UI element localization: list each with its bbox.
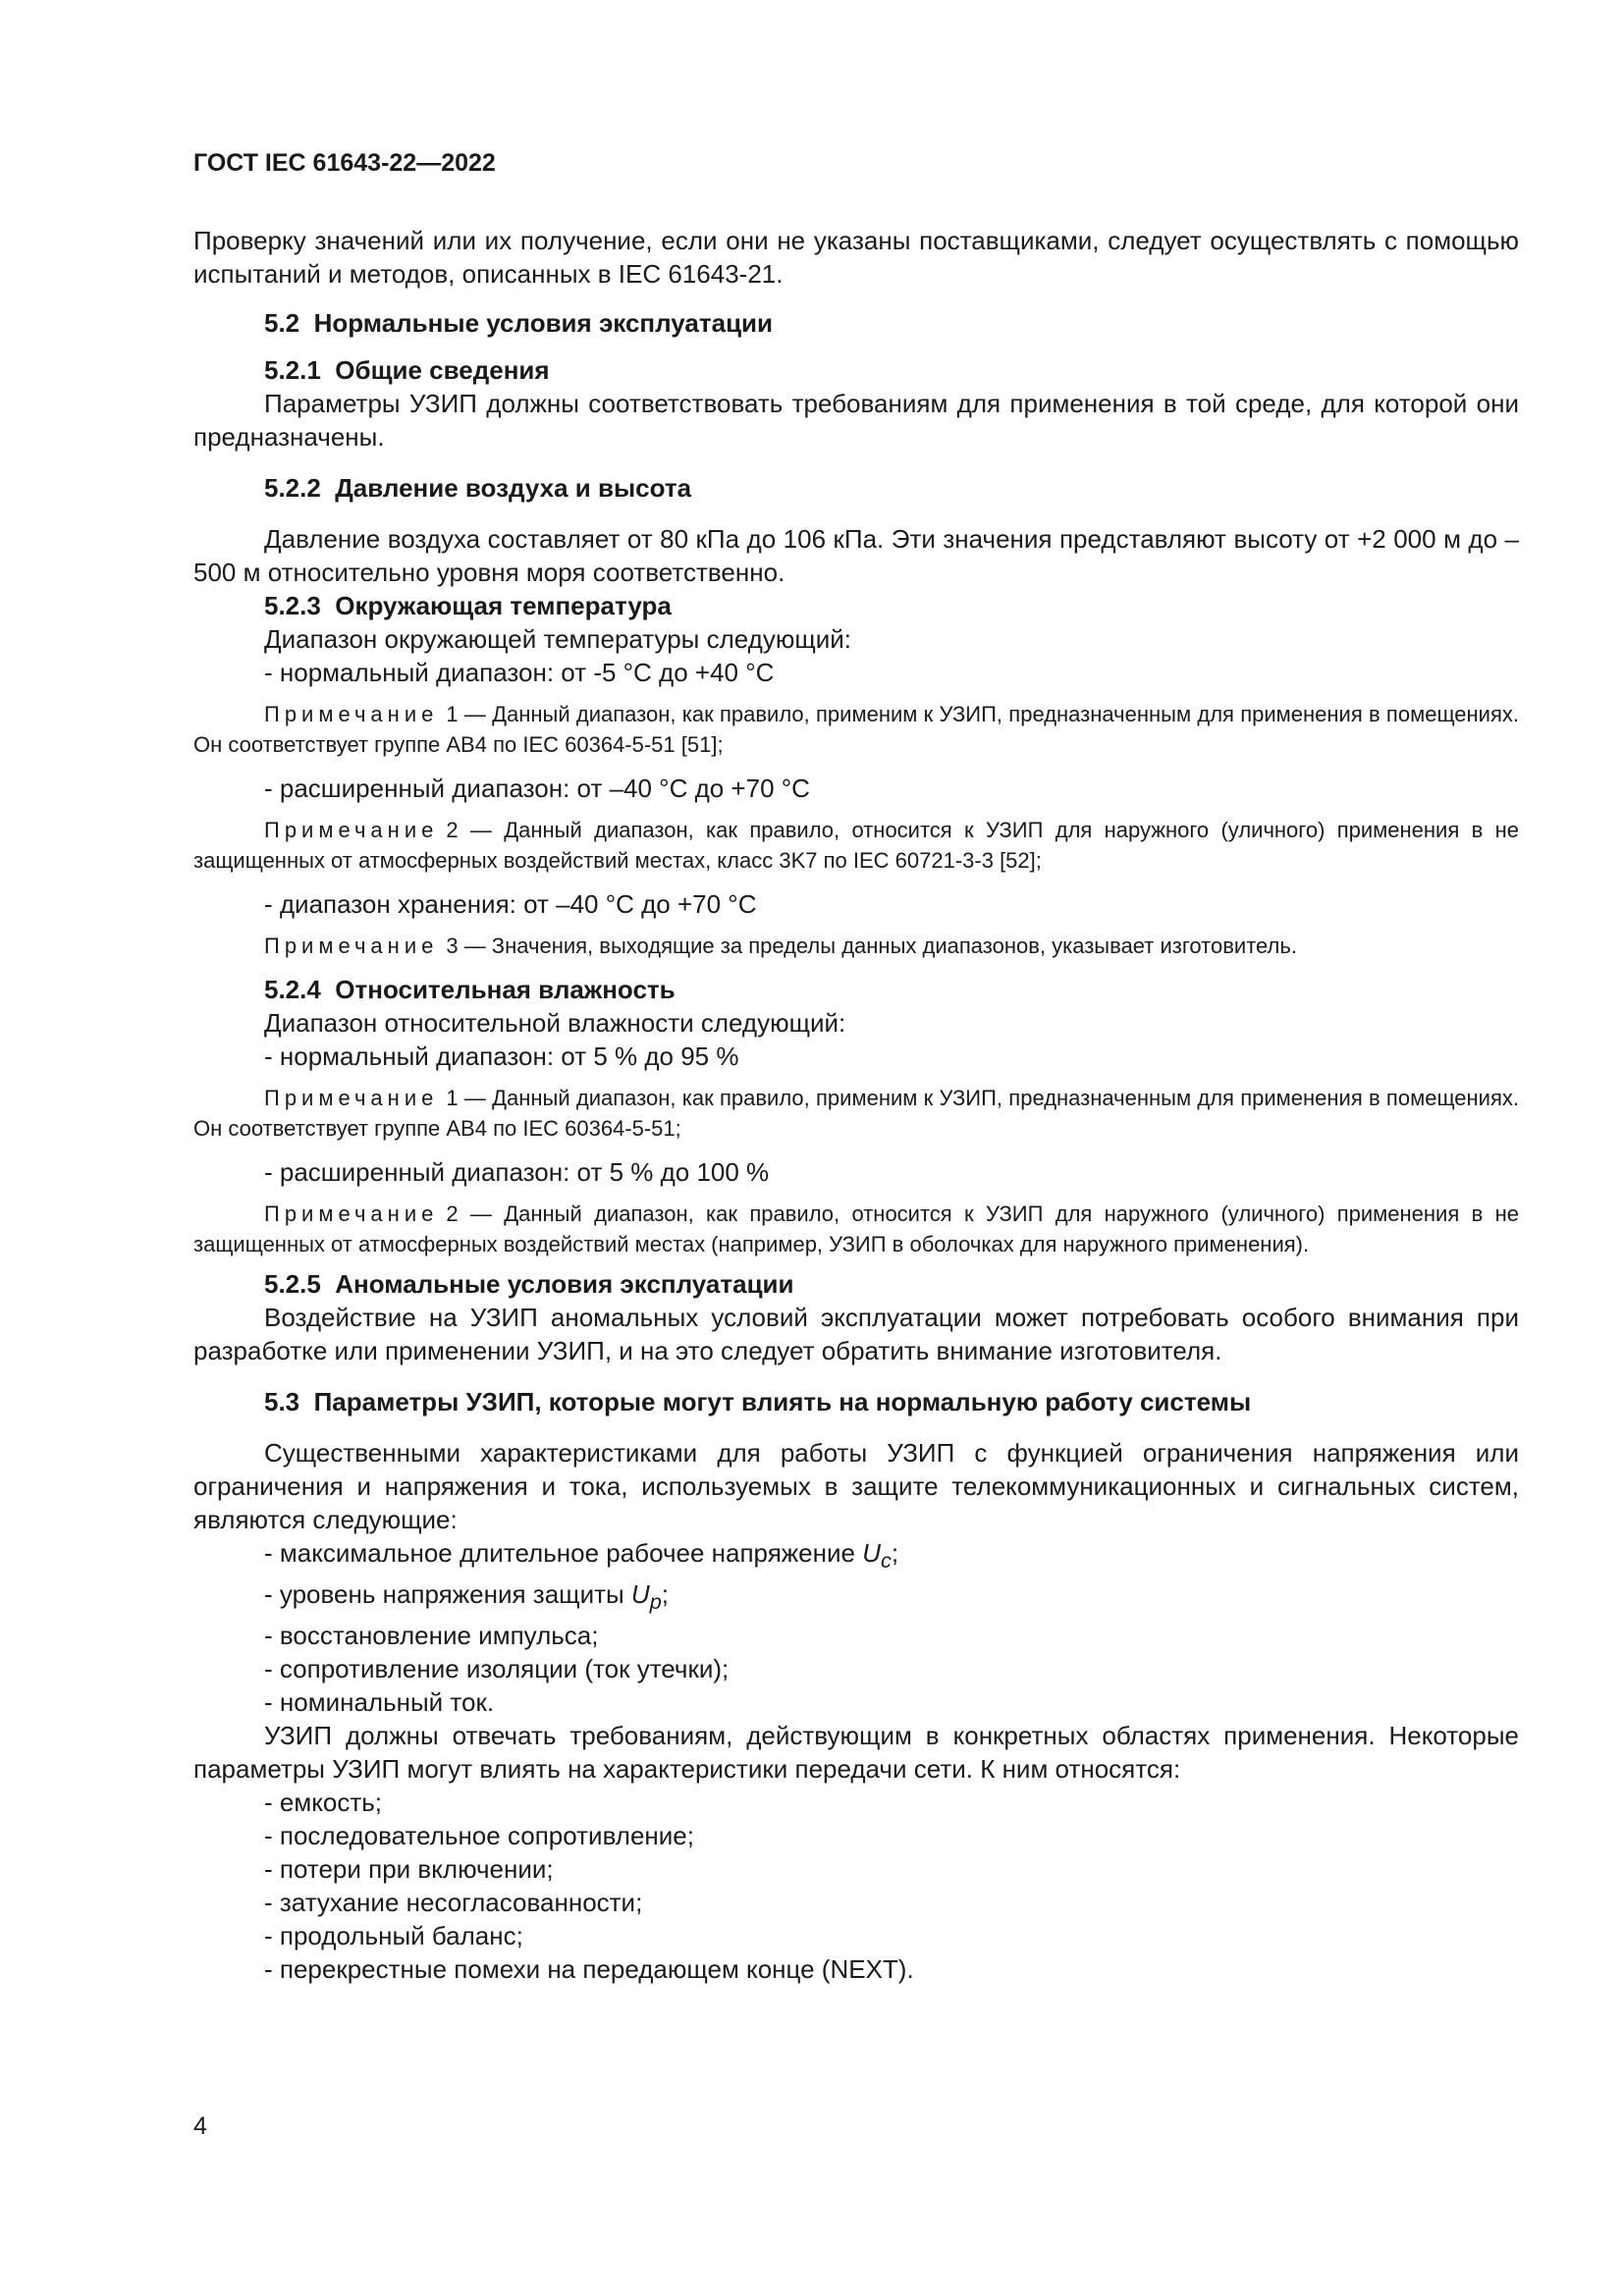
note-label: Примечание — [264, 702, 439, 726]
section-5-2-4-title: Относительная влажность — [335, 975, 676, 1004]
list-item-text: - уровень напряжения защиты — [264, 1579, 631, 1610]
note — [193, 1199, 1519, 1259]
section-5-2-1-number: 5.2.1 — [264, 355, 321, 385]
section-5-2-2-number: 5.2.2 — [264, 473, 321, 503]
note-text: 1 — Данный диапазон, как правило, применим к УЗИП, предназначенным для применения в помещениях. Он соответствует группе АВ4 по IEC 60364-5-51; — [193, 1086, 1519, 1141]
list-item: - продольный баланс; — [264, 1921, 523, 1951]
page-number: 4 — [193, 2112, 207, 2140]
section-5-2-3-title: Окружающая температура — [335, 591, 672, 620]
list-item: - последовательное сопротивление; — [264, 1821, 694, 1851]
list-item: - затухание несогласованности; — [264, 1888, 643, 1918]
list-item — [193, 1577, 1519, 1619]
document-header: ГОСТ IEC 61643-22—2022 — [193, 149, 496, 177]
list-item-end: ; — [891, 1538, 899, 1568]
list-item: - восстановление импульса; — [264, 1621, 599, 1651]
intro-paragraph: Проверку значений или их получение, если они не указаны поставщиками, следует осуществлять с помощью испытаний и методов, описанных в IEC 61643-21. — [193, 226, 1519, 289]
note-text: 3 — Значения, выходящие за пределы данных диапазонов, указывает изготовитель. — [446, 934, 1297, 958]
section-5-3-title: Параметры УЗИП, которые могут влиять на нормальную работу системы — [313, 1387, 1252, 1416]
note — [193, 1083, 1519, 1144]
list-item-end: ; — [661, 1579, 669, 1610]
note-text: 2 — Данный диапазон, как правило, относится к УЗИП для наружного (уличного) применения в не защищенных от атмосферных воздействий местах (например, УЗИП в оболочках для наружного применения). — [193, 1201, 1519, 1256]
note-text: 2 — Данный диапазон, как правило, относится к УЗИП для наружного (уличного) применения в не защищенных от атмосферных воздействий местах, класс 3K7 по IEC 60721-3-3 [52]; — [193, 818, 1519, 873]
section-5-2-number: 5.2 — [264, 308, 300, 338]
section-5-3-number: 5.3 — [264, 1387, 300, 1416]
list-item: - расширенный диапазон: от 5 % до 100 % — [264, 1157, 770, 1187]
list-item: - нормальный диапазон: от 5 % до 95 % — [264, 1041, 739, 1071]
list-item: - потери при включении; — [264, 1854, 554, 1885]
list-item: - перекрестные помехи на передающем конце (NEXT). — [264, 1954, 914, 1985]
list-item: - диапазон хранения: от –40 °С до +70 °С — [264, 889, 757, 919]
section-5-2-heading — [193, 306, 1519, 340]
list-item — [193, 1536, 1519, 1577]
section-5-2-5-number: 5.2.5 — [264, 1269, 321, 1299]
voltage-subscript: p — [649, 1589, 662, 1615]
note-text: 1 — Данный диапазон, как правило, применим к УЗИП, предназначенным для применения в помещениях. Он соответствует группе АВ4 по IEC 60364-5-51 [51]; — [193, 702, 1519, 757]
section-5-2-1-title: Общие сведения — [335, 355, 550, 385]
section-5-2-4-number: 5.2.4 — [264, 975, 321, 1004]
list-item: - емкость; — [264, 1788, 383, 1818]
section-5-2-2-text: Давление воздуха составляет от 80 кПа до 106 кПа. Эти значения представляют высоту от +2 000 м до –500 м относительно уровня моря соответственно. — [193, 524, 1519, 587]
section-5-3-paragraph-2: УЗИП должны отвечать требованиям, действующим в конкретных областях применения. Некоторые параметры УЗИП могут влиять на характеристики передачи сети. К ним относятся: — [193, 1721, 1519, 1785]
section-5-2-5-heading — [193, 1267, 1519, 1301]
section-5-2-3-number: 5.2.3 — [264, 591, 321, 620]
note-label: Примечание — [264, 934, 439, 958]
section-5-2-5-title: Аномальные условия эксплуатации — [335, 1269, 794, 1299]
list-item: - нормальный диапазон: от -5 °С до +40 °С — [264, 658, 775, 687]
section-5-2-1-heading — [193, 353, 1519, 387]
note — [193, 815, 1519, 876]
section-5-2-3-intro: Диапазон окружающей температуры следующий: — [264, 624, 851, 654]
section-5-2-2-title: Давление воздуха и высота — [335, 473, 692, 503]
voltage-subscript: c — [881, 1548, 892, 1574]
note-label: Примечание — [264, 1201, 439, 1226]
section-5-3-paragraph-1: Существенными характеристиками для работы УЗИП с функцией ограничения напряжения или ограничения и напряжения и тока, используемых в защите телекоммуникационных и сигнальных систем, являются следующие: — [193, 1438, 1519, 1534]
section-5-2-5-text: Воздействие на УЗИП аномальных условий эксплуатации может потребовать особого внимания при разработке или применении УЗИП, и на это следует обратить внимание изготовителя. — [193, 1303, 1519, 1365]
section-5-2-4-intro: Диапазон относительной влажности следующий: — [264, 1008, 846, 1038]
note-label: Примечание — [264, 1086, 439, 1110]
list-item: - номинальный ток. — [264, 1687, 495, 1718]
note — [193, 931, 1519, 961]
section-5-2-1-text: Параметры УЗИП должны соответствовать требованиям для применения в той среде, для которой они предназначены. — [193, 389, 1519, 452]
section-5-3-heading — [193, 1385, 1519, 1418]
voltage-symbol: U — [862, 1538, 881, 1568]
note — [193, 699, 1519, 760]
list-item: - расширенный диапазон: от –40 °С до +70 °С — [264, 774, 810, 803]
section-5-2-3-heading — [193, 589, 1519, 622]
list-item: - сопротивление изоляции (ток утечки); — [264, 1654, 730, 1684]
section-5-2-title: Нормальные условия эксплуатации — [313, 308, 774, 338]
section-5-2-2-heading — [193, 471, 1519, 505]
note-label: Примечание — [264, 818, 439, 842]
voltage-symbol: U — [630, 1579, 650, 1610]
section-5-2-4-heading — [193, 973, 1519, 1006]
document-body — [193, 224, 1519, 1986]
list-item-text: - максимальное длительное рабочее напряжение — [264, 1538, 863, 1568]
